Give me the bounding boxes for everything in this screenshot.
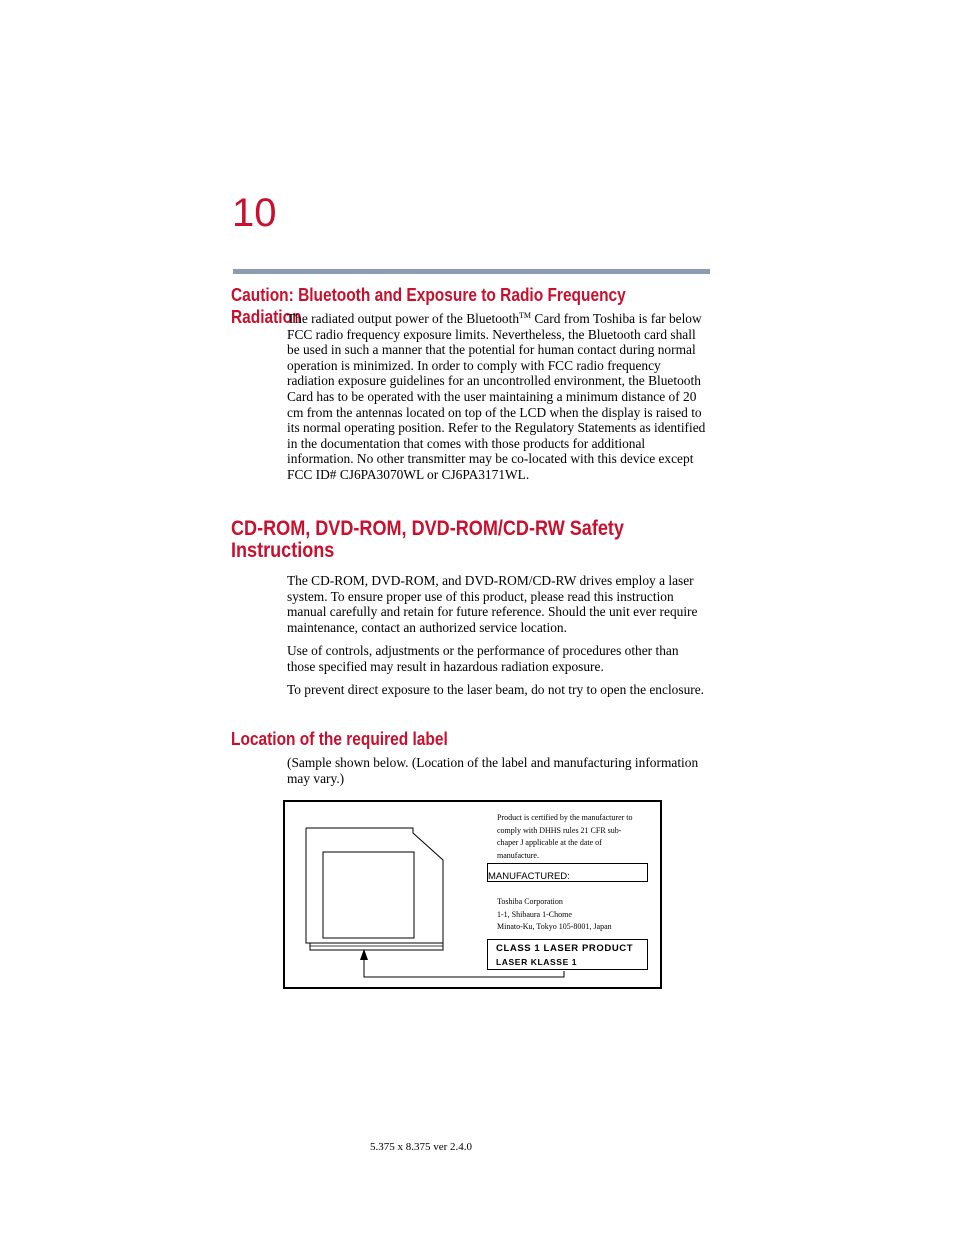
drive-bezel <box>310 943 443 950</box>
cdrom-para-2-text: Use of controls, adjustments or the performance of procedures other than those specified may result in hazardous radiation exposure. <box>287 643 679 674</box>
cdrom-heading: CD-ROM, DVD-ROM, DVD-ROM/CD-RW Safety Instructions <box>231 517 624 562</box>
bluetooth-paragraph <box>287 311 709 483</box>
cdrom-paragraph-3 <box>287 682 709 698</box>
laser-class-box <box>487 939 648 970</box>
page-footer: 5.375 x 8.375 ver 2.4.0 <box>370 1141 473 1153</box>
address-line: Toshiba Corporation <box>497 897 563 906</box>
cert-line: Product is certified by the manufacturer to <box>497 813 633 822</box>
cert-line: chaper J applicable at the date of <box>497 838 602 847</box>
label-location-text: (Sample shown below. (Location of the label and manufacturing information may vary.) <box>287 755 699 786</box>
bluetooth-para-start: The radiated output power of the Bluetooth <box>287 311 520 326</box>
cdrom-paragraph-2 <box>287 643 709 674</box>
manufactured-box <box>487 863 648 882</box>
drive-outline <box>306 828 443 943</box>
cert-line: manufacture. <box>497 850 539 860</box>
label-pointer-arrow <box>360 949 368 960</box>
address-line: Minato-Ku, Tokyo 105-8001, Japan <box>497 922 612 931</box>
cdrom-para-3-text: To prevent direct exposure to the laser beam, do not try to open the enclosure. <box>287 682 705 697</box>
cdrom-para-1-text: The CD-ROM, DVD-ROM, and DVD-ROM/CD-RW drives employ a laser system. To ensure proper use of this product, please read this instruction manual carefully and retain for future reference. Should the unit ever require maintenance, contact an authorized service location. <box>287 573 698 635</box>
section-rule <box>233 269 710 274</box>
cert-line: comply with DHHS rules 21 CFR sub- <box>497 825 622 835</box>
certification-text <box>497 812 657 862</box>
address-line: 1-1, Shibaura 1-Chome <box>497 909 572 919</box>
trademark-mark: TM <box>519 311 532 320</box>
label-location-heading: Location of the required label <box>231 729 448 749</box>
page-number: 10 <box>232 191 277 235</box>
manufacturer-address <box>497 896 657 934</box>
laser-class-line-2: LASER KLASSE 1 <box>496 957 578 967</box>
laser-class-line-1: CLASS 1 LASER PRODUCT <box>496 943 634 954</box>
cdrom-paragraph-1 <box>287 573 709 635</box>
bluetooth-para-rest: Card from Toshiba is far below FCC radio frequency exposure limits. Nevertheless, the Bluetooth card shall be used in such a manner that the potential for human contact during normal operation is minimized. In order to comply with FCC radio frequency radiation exposure guidelines for an uncontrolled environment, the Bluetooth Card has to be operated with the user maintaining a minimum distance of 20 cm from the antennas located on top of the LCD when the display is raised to its normal operating position. Refer to the Regulatory Statements as identified in the documentation that comes with those products for additional information. No other transmitter may be co-located with this device except FCC ID# CJ6PA3070WL or CJ6PA3171WL. <box>287 311 706 482</box>
label-location-paragraph <box>287 755 709 786</box>
drive-tray <box>323 852 414 938</box>
manufactured-label: MANUFACTURED: <box>488 871 570 882</box>
bluetooth-heading: Caution: Bluetooth and Exposure to Radio Frequency Radiation <box>231 285 626 327</box>
